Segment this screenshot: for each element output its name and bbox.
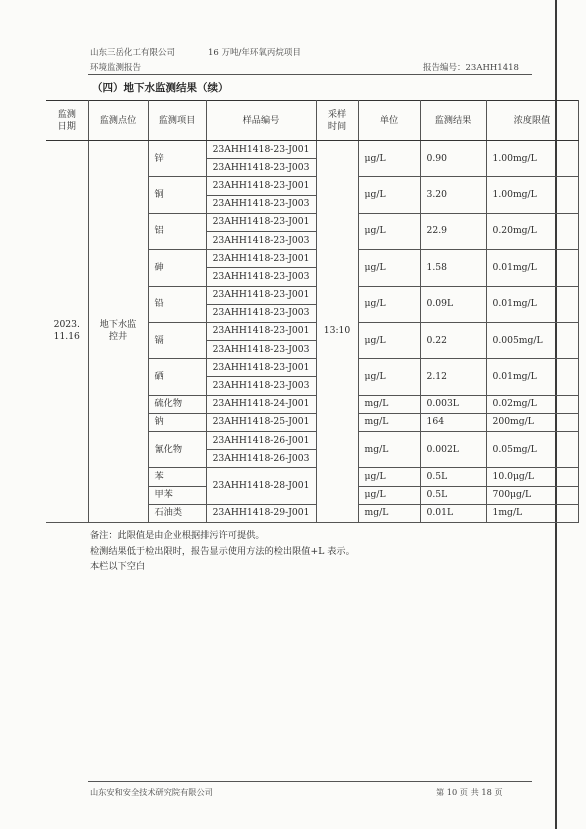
footer-page-number: 第 10 页 共 18 页	[436, 787, 503, 797]
col-header-limit: 浓度限值	[486, 101, 578, 141]
cell-point: 地下水监 控井	[88, 141, 148, 523]
cell-unit: μg/L	[358, 486, 420, 504]
cell-sample-no: 23AHH1418-23-J003	[206, 159, 316, 177]
cell-limit: 0.01mg/L	[486, 286, 578, 322]
table-header-row	[46, 101, 578, 141]
cell-sample-no: 23AHH1418-26-J001	[206, 432, 316, 450]
cell-result: 3.20	[420, 177, 486, 213]
cell-sample-no: 23AHH1418-29-J001	[206, 504, 316, 522]
col-header-point: 监测点位	[88, 101, 148, 141]
cell-item: 硫化物	[148, 395, 206, 413]
cell-result: 22.9	[420, 213, 486, 249]
cell-sample-no: 23AHH1418-23-J003	[206, 231, 316, 249]
cell-result: 0.5L	[420, 468, 486, 486]
cell-limit: 0.20mg/L	[486, 213, 578, 249]
cell-date: 2023. 11.16	[46, 141, 88, 523]
footer-institute: 山东安和安全技术研究院有限公司	[90, 787, 213, 797]
cell-unit: μg/L	[358, 359, 420, 395]
cell-item: 铝	[148, 213, 206, 249]
cell-result: 0.22	[420, 322, 486, 358]
cell-item: 硒	[148, 359, 206, 395]
cell-sample-no: 23AHH1418-23-J001	[206, 359, 316, 377]
cell-limit: 0.005mg/L	[486, 322, 578, 358]
cell-result: 0.5L	[420, 486, 486, 504]
note-limit-source: 备注：此限值是由企业根据排污许可提供。	[90, 530, 265, 541]
cell-limit: 0.01mg/L	[486, 359, 578, 395]
cell-unit: μg/L	[358, 250, 420, 286]
cell-item: 石油类	[148, 504, 206, 522]
cell-sample-no: 23AHH1418-23-J003	[206, 304, 316, 322]
cell-result: 0.002L	[420, 432, 486, 468]
header-divider	[88, 74, 532, 75]
cell-limit: 200mg/L	[486, 413, 578, 431]
cell-unit: mg/L	[358, 413, 420, 431]
cell-unit: μg/L	[358, 213, 420, 249]
header-project: 16 万吨/年环氧丙烷项目	[208, 48, 301, 58]
cell-item: 镉	[148, 322, 206, 358]
col-header-item: 监测项目	[148, 101, 206, 141]
col-header-result: 监测结果	[420, 101, 486, 141]
notes-block	[90, 528, 355, 575]
cell-result: 0.01L	[420, 504, 486, 522]
cell-limit: 10.0μg/L	[486, 468, 578, 486]
cell-item: 苯	[148, 468, 206, 486]
col-header-date: 监测 日期	[46, 101, 88, 141]
cell-unit: μg/L	[358, 468, 420, 486]
cell-limit: 1.00mg/L	[486, 177, 578, 213]
col-header-time: 采样 时间	[316, 101, 358, 141]
cell-item: 砷	[148, 250, 206, 286]
cell-unit: μg/L	[358, 177, 420, 213]
cell-item: 铅	[148, 286, 206, 322]
cell-unit: mg/L	[358, 432, 420, 468]
cell-limit: 1.00mg/L	[486, 141, 578, 177]
cell-result: 164	[420, 413, 486, 431]
cell-item: 氰化物	[148, 432, 206, 468]
groundwater-results-table	[46, 100, 579, 523]
table-row	[46, 141, 578, 159]
cell-sample-no: 23AHH1418-23-J003	[206, 195, 316, 213]
cell-unit: mg/L	[358, 395, 420, 413]
cell-limit: 1mg/L	[486, 504, 578, 522]
cell-result: 0.90	[420, 141, 486, 177]
header-company: 山东三岳化工有限公司	[90, 48, 176, 58]
header-report-type: 环境监测报告	[90, 63, 142, 73]
cell-unit: μg/L	[358, 322, 420, 358]
col-header-sample-no: 样品编号	[206, 101, 316, 141]
cell-sample-no: 23AHH1418-23-J003	[206, 268, 316, 286]
cell-time: 13:10	[316, 141, 358, 523]
header-report-number: 报告编号：23AHH1418	[423, 63, 519, 73]
note-detection-limit: 检测结果低于检出限时，报告显示使用方法的检出限值+L 表示。	[90, 545, 355, 557]
cell-unit: μg/L	[358, 286, 420, 322]
cell-sample-no: 23AHH1418-23-J003	[206, 341, 316, 359]
cell-result: 1.58	[420, 250, 486, 286]
cell-sample-no: 23AHH1418-23-J001	[206, 141, 316, 159]
cell-sample-no: 23AHH1418-24-J001	[206, 395, 316, 413]
cell-limit: 0.02mg/L	[486, 395, 578, 413]
cell-sample-no: 23AHH1418-28-J001	[206, 468, 316, 504]
cell-sample-no: 23AHH1418-23-J001	[206, 286, 316, 304]
cell-item: 锌	[148, 141, 206, 177]
cell-result: 2.12	[420, 359, 486, 395]
cell-item: 铜	[148, 177, 206, 213]
cell-sample-no: 23AHH1418-23-J001	[206, 250, 316, 268]
footer-divider	[88, 781, 532, 782]
col-header-unit: 单位	[358, 101, 420, 141]
cell-limit: 700μg/L	[486, 486, 578, 504]
cell-result: 0.003L	[420, 395, 486, 413]
cell-unit: μg/L	[358, 141, 420, 177]
cell-sample-no: 23AHH1418-25-J001	[206, 413, 316, 431]
cell-unit: mg/L	[358, 504, 420, 522]
cell-limit: 0.01mg/L	[486, 250, 578, 286]
cell-limit: 0.05mg/L	[486, 432, 578, 468]
cell-item: 钠	[148, 413, 206, 431]
cell-sample-no: 23AHH1418-23-J001	[206, 177, 316, 195]
cell-sample-no: 23AHH1418-23-J001	[206, 322, 316, 340]
cell-item: 甲苯	[148, 486, 206, 504]
cell-sample-no: 23AHH1418-26-J003	[206, 450, 316, 468]
cell-sample-no: 23AHH1418-23-J001	[206, 213, 316, 231]
cell-sample-no: 23AHH1418-23-J003	[206, 377, 316, 395]
section-title: （四）地下水监测结果（续）	[92, 82, 229, 94]
cell-result: 0.09L	[420, 286, 486, 322]
note-blank-below: 本栏以下空白	[90, 561, 146, 572]
